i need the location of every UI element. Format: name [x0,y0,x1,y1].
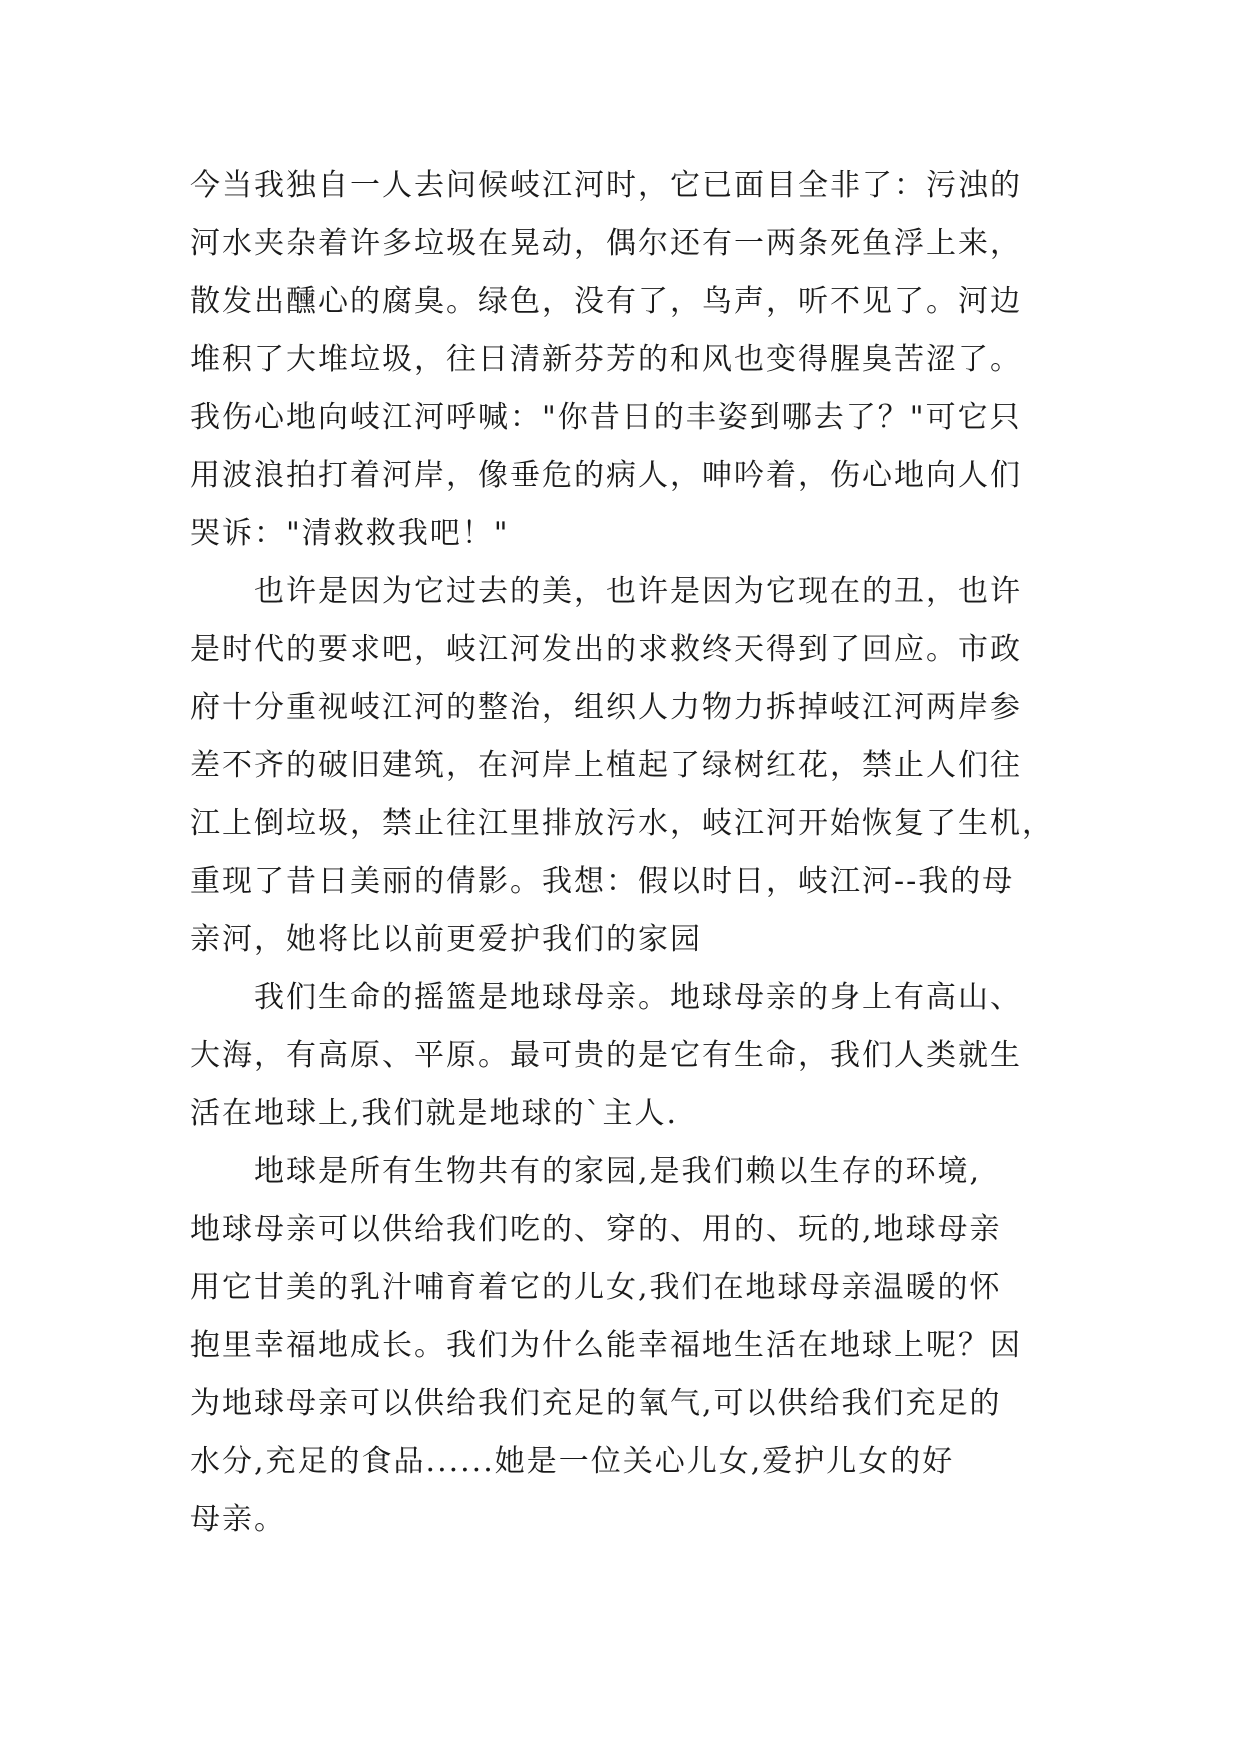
text-line: 为地球母亲可以供给我们充足的氧气,可以供给我们充足的 [190,1386,1002,1421]
text-line: 今当我独自一人去问候岐江河时，它已面目全非了：污浊的 [190,168,1022,203]
text-line: 散发出醺心的腐臭。绿色，没有了，鸟声，听不见了。河边 [190,284,1022,319]
text-line-indented: 地球是所有生物共有的家园,是我们赖以生存的环境, [254,1154,982,1189]
text-line: 地球母亲可以供给我们吃的、穿的、用的、玩的,地球母亲 [190,1212,1002,1247]
text-line: 差不齐的破旧建筑，在河岸上植起了绿树红花，禁止人们往 [190,748,1022,783]
text-line: 亲河，她将比以前更爱护我们的家园 [190,922,702,957]
text-line: 江上倒垃圾，禁止往江里排放污水，岐江河开始恢复了生机， [190,806,1054,841]
text-line-indented: 也许是因为它过去的美，也许是因为它现在的丑，也许 [254,574,1022,609]
text-line: 大海，有高原、平原。最可贵的是它有生命，我们人类就生 [190,1038,1022,1073]
text-line: 哭诉："清救救我吧！" [190,516,510,551]
text-line: 活在地球上,我们就是地球的`主人. [190,1096,679,1131]
text-line: 抱里幸福地成长。我们为什么能幸福地生活在地球上呢？因 [190,1328,1022,1363]
text-line: 是时代的要求吧，岐江河发出的求救终天得到了回应。市政 [190,632,1022,667]
text-line: 堆积了大堆垃圾，往日清新芬芳的和风也变得腥臭苦涩了。 [190,342,1022,377]
text-line: 河水夹杂着许多垃圾在晃动，偶尔还有一两条死鱼浮上来， [190,226,1022,261]
text-line: 重现了昔日美丽的倩影。我想：假以时日，岐江河--我的母 [190,864,1015,899]
text-line: 府十分重视岐江河的整治，组织人力物力拆掉岐江河两岸参 [190,690,1022,725]
text-line-indented: 我们生命的摇篮是地球母亲。地球母亲的身上有高山、 [254,980,1022,1015]
text-line: 我伤心地向岐江河呼喊："你昔日的丰姿到哪去了？"可它只 [190,400,1022,435]
text-line: 用它甘美的乳汁哺育着它的儿女,我们在地球母亲温暖的怀 [190,1270,1002,1305]
text-line: 用波浪拍打着河岸，像垂危的病人，呻吟着，伤心地向人们 [190,458,1022,493]
text-line: 水分,充足的食品......她是一位关心儿女,爱护儿女的好 [190,1444,955,1479]
text-line: 母亲。 [190,1502,286,1537]
document-body [190,157,1060,1549]
